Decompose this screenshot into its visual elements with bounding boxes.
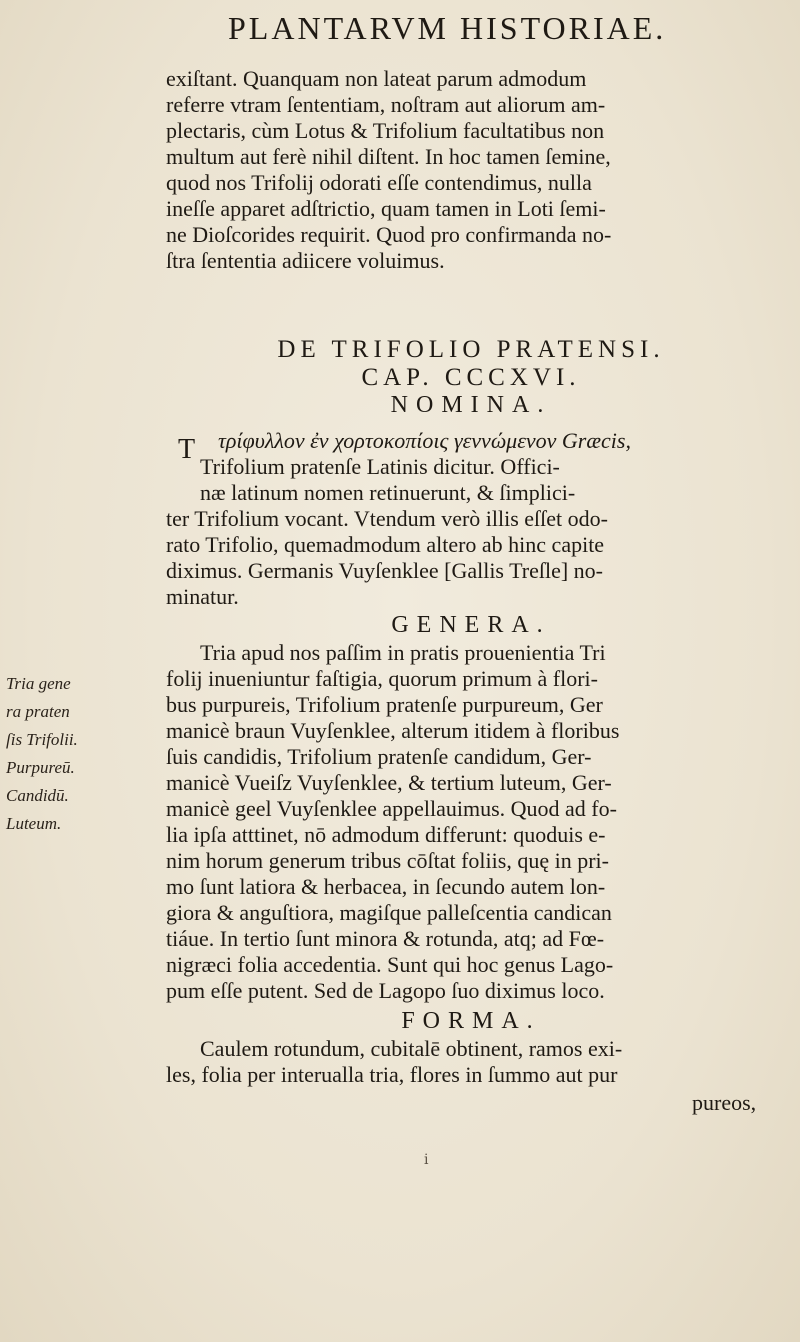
text-line: nigræci folia accedentia. Sunt qui hoc genus Lago- (166, 952, 614, 977)
section-heading-nomina: NOMINA. (390, 392, 552, 418)
text-line: minatur. (166, 584, 239, 609)
text-line: ſtra ſententia adiicere voluimus. (166, 248, 445, 273)
text-line: quod nos Trifolij odorati eſſe contendimus, nulla (166, 170, 592, 195)
section-heading-forma: FORMA. (401, 1008, 541, 1034)
margin-note: Purpureū. (6, 758, 75, 777)
text-line: ineſſe apparet adſtrictio, quam tamen in Loti ſemi- (166, 196, 606, 221)
margin-note: ra praten (6, 702, 70, 721)
text-line: Tria apud nos paſſim in pratis prouenientia Tri (200, 640, 606, 665)
text-line: rato Trifolio, quemadmodum altero ab hinc capite (166, 532, 605, 557)
greek-text-line: τρίφυλλον ἐν χορτοκοπίοις γεννώμενον Græcis, (218, 428, 631, 453)
text-line: ter Trifolium vocant. Vtendum verò illis eſſet odo- (166, 506, 608, 531)
margin-note: Candidū. (6, 786, 69, 805)
text-line: exiſtant. Quanquam non lateat parum admodum (166, 66, 587, 91)
text-line: bus purpureis, Trifolium pratenſe purpureum, Ger (166, 692, 603, 717)
text-line: les, folia per interualla tria, flores in ſummo aut pur (166, 1062, 618, 1087)
margin-notes (6, 670, 156, 838)
forma-paragraph (166, 1036, 776, 1088)
text-line: Trifolium pratenſe Latinis dicitur. Offici- (200, 454, 560, 479)
text-line: nim horum generum tribus cōſtat foliis, quę in pri- (166, 848, 609, 873)
greek-line (218, 428, 778, 454)
catchword: pureos, (692, 1090, 757, 1115)
margin-note: Tria gene (6, 674, 71, 693)
text-line: diximus. Germanis Vuyſenklee [Gallis Treſle] no- (166, 558, 603, 583)
text-line: lia ipſa atttinet, nō admodum differunt: quoduis e- (166, 822, 606, 847)
text-line: næ latinum nomen retinuerunt, & ſimplici- (200, 480, 576, 505)
margin-note: Luteum. (6, 814, 62, 833)
margin-note: ſis Trifolii. (6, 730, 78, 749)
text-line: tiáue. In tertio ſunt minora & rotunda, atq; ad Fœ- (166, 926, 605, 951)
signature-mark: i (424, 1152, 429, 1168)
chapter-title: DE TRIFOLIO PRATENSI. (277, 336, 665, 363)
text-line: ſuis candidis, Trifolium pratenſe candidum, Ger- (166, 744, 592, 769)
text-line: manicè Vueiſz Vuyſenklee, & tertium luteum, Ger- (166, 770, 612, 795)
text-line: multum aut ferè nihil diſtent. In hoc tamen ſemine, (166, 144, 611, 169)
text-line: mo ſunt latiora & herbacea, in ſecundo autem lon- (166, 874, 606, 899)
running-head: PLANTARVM HISTORIAE. (228, 10, 667, 46)
text-line: folij inueniuntur faſtigia, quorum primum à flori- (166, 666, 598, 691)
opening-paragraph (166, 66, 776, 274)
nomina-paragraph (166, 454, 776, 610)
drop-cap: T (178, 434, 196, 465)
text-line: pum eſſe putent. Sed de Lagopo ſuo diximus loco. (166, 978, 605, 1003)
text-line: plectaris, cùm Lotus & Trifolium facultatibus non (166, 118, 605, 143)
text-line: manicè geel Vuyſenklee appellauimus. Quod ad fo- (166, 796, 617, 821)
text-line: ne Dioſcorides requirit. Quod pro confirmanda no- (166, 222, 612, 247)
chapter-number: CAP. CCCXVI. (361, 364, 581, 391)
section-heading-genera: GENERA. (391, 612, 551, 638)
text-line: manicè braun Vuyſenklee, alterum itidem à floribus (166, 718, 620, 743)
genera-paragraph (166, 640, 776, 1004)
text-line: Caulem rotundum, cubitalē obtinent, ramos exi- (200, 1036, 623, 1061)
text-line: referre vtram ſententiam, noſtram aut aliorum am- (166, 92, 606, 117)
text-line: giora & anguſtiora, magiſque palleſcentia candican (166, 900, 612, 925)
